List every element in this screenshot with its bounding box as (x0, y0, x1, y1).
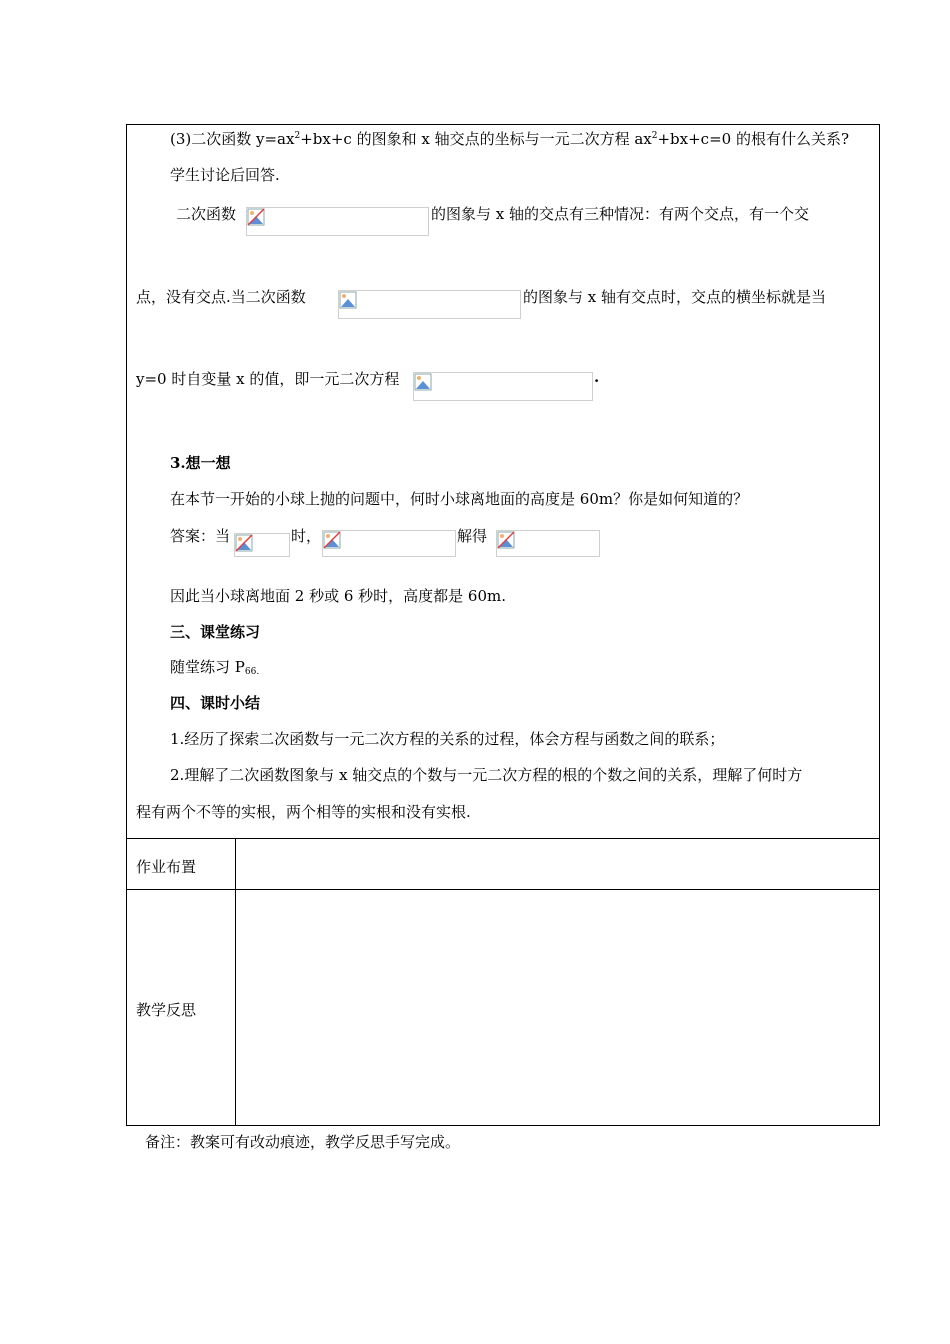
table-divider-1 (126, 838, 880, 839)
conclusion: 因此当小球离地面 2 秒或 6 秒时，高度都是 60m. (170, 587, 507, 605)
answer-label: 答案：当 (170, 527, 231, 545)
table-divider-2 (126, 889, 880, 890)
homework-label: 作业布置 (136, 858, 197, 876)
summary-item-1: 1.经历了探索二次函数与一元二次方程的关系的过程，体会方程与函数之间的联系； (170, 730, 725, 748)
paragraph-line-3b: . (594, 368, 600, 386)
paragraph-line-1b: 的图象与 x 轴的交点有三种情况：有两个交点，有一个交 (431, 205, 809, 223)
table-column-divider (235, 838, 236, 1126)
broken-image-icon (247, 208, 265, 226)
answer-when: 时， (291, 527, 322, 545)
broken-image-icon (339, 291, 357, 309)
question-3: (3)二次函数 $y=ax^2+bx+c$ 的图象和 x 轴交点的坐标与一元二次方程 $ax^2+bx+c=0$ 的根有什么关系? (170, 130, 850, 148)
broken-image-icon (497, 531, 515, 549)
equation-image (234, 533, 290, 557)
paragraph-line-2b: 的图象与 x 轴有交点时，交点的横坐标就是当 (523, 288, 826, 306)
paragraph-line-2a: 点，没有交点.当二次函数 (136, 288, 306, 306)
paragraph-line-3a: y=0 时自变量 x 的值，即一元二次方程 (136, 370, 400, 388)
equation-image (496, 530, 600, 557)
section-lesson-summary: 四、课时小结 (170, 694, 261, 712)
equation-image (413, 372, 593, 401)
paragraph-line-1a: 二次函数 (176, 205, 237, 223)
equation-image (338, 290, 521, 319)
broken-image-icon (323, 531, 341, 549)
think-question: 在本节一开始的小球上抛的问题中，何时小球离地面的高度是 60m？你是如何知道的？ (170, 490, 749, 508)
broken-image-icon (414, 373, 432, 391)
equation-image (246, 207, 429, 236)
equation-image (322, 530, 456, 557)
broken-image-icon (235, 534, 253, 552)
footer-note: 备注：教案可有改动痕迹，教学反思手写完成。 (145, 1133, 461, 1151)
reflection-label: 教学反思 (136, 1001, 197, 1019)
answer-solve: 解得 (457, 527, 488, 545)
practice-reference: 随堂练习 $P_{66.}$ (170, 658, 260, 677)
section-classroom-practice: 三、课堂练习 (170, 623, 261, 641)
summary-item-2-line-2: 程有两个不等的实根，两个相等的实根和没有实根. (136, 803, 471, 821)
think-heading: 3.想一想 (170, 454, 231, 472)
summary-item-2-line-1: 2.理解了二次函数图象与 x 轴交点的个数与一元二次方程的根的个数之间的关系，理解了何时方 (170, 766, 803, 784)
students-discuss: 学生讨论后回答. (170, 166, 280, 184)
